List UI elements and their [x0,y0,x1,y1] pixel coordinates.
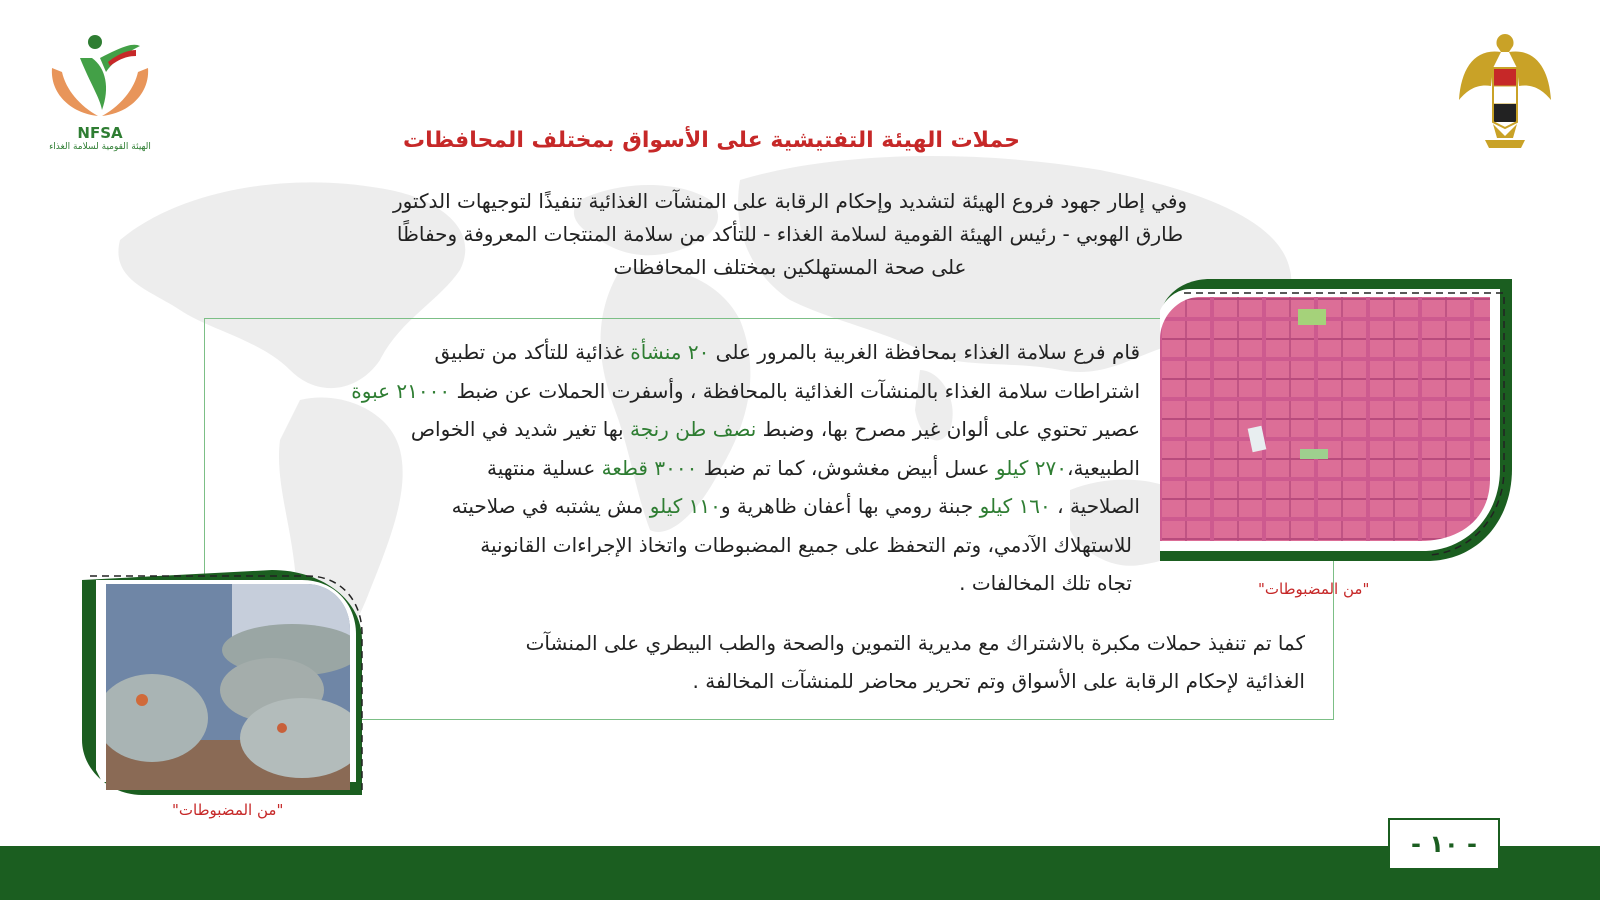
page-number: - ١٠ - [1388,818,1500,870]
photo-caption: "من المضبوطات" [1258,580,1370,598]
highlight-value: ٢٠ منشأة [630,340,710,364]
main-paragraph [240,333,1140,603]
text-span: عسلية منتهية [487,455,596,480]
text-line [240,333,1140,372]
seized-cheese-photo [82,570,365,795]
text-line [240,372,1140,411]
text-line: الغذائية لإحكام الرقابة على الأسواق وتم تحرير محاضر للمنشآت المخالفة . [692,669,1305,693]
text-span: مش يشتبه في صلاحيته [451,494,644,518]
text-line: كما تم تنفيذ حملات مكبرة بالاشتراك مع مديرية التموين والصحة والطب البيطري على المنشآت [525,631,1305,655]
text-span: عسل أبيض مغشوش، كما تم ضبط [703,455,990,480]
footer-bar [0,846,1600,900]
text-span: غذائية للتأكد من تطبيق [434,340,624,364]
photo-caption: "من المضبوطات" [172,801,284,819]
org-name: الهيئة القومية لسلامة الغذاء [49,142,151,152]
egypt-eagle-icon [1455,28,1555,153]
text-span: الصلاحية ، [1057,494,1140,518]
text-line: تجاه تلك المخالفات . [959,571,1132,595]
nfsa-logo [40,28,160,158]
intro-line: وفي إطار جهود فروع الهيئة لتشديد وإحكام الرقابة على المنشآت الغذائية تنفيذًا لتوجيهات الدكتور [392,189,1188,213]
highlight-value: نصف طن رنجة [629,417,757,441]
seized-juice-boxes-photo [1160,279,1512,567]
intro-line: طارق الهوبي - رئيس الهيئة القومية لسلامة الغذاء - للتأكد من سلامة المنتجات المعروفة وحفاظًا [396,222,1184,246]
highlight-value: ٢١٠٠٠ عبوة [351,378,451,403]
text-line [240,487,1140,526]
text-span: عصير تحتوي على ألوان غير مصرح بها، وضبط [762,417,1140,441]
intro-line: على صحة المستهلكين بمختلف المحافظات [613,255,967,279]
text-span: جبنة رومي بها أعفان ظاهرية و [720,494,974,518]
text-span: اشتراطات سلامة الغذاء بالمنشآت الغذائية بالمحافظة ، وأسفرت الحملات عن ضبط [456,378,1140,403]
highlight-value: ٣٠٠٠ قطعة [601,455,698,480]
highlight-value: ٢٧٠ كيلو [995,455,1067,480]
text-line [240,449,1140,488]
hands-leaf-icon [40,28,160,124]
highlight-value: ١٦٠ كيلو [979,494,1051,518]
text-span: قام فرع سلامة الغذاء بمحافظة الغربية بالمرور على [715,340,1140,364]
text-span: بها تغير شديد في الخواص [410,417,624,441]
text-line: للاستهلاك الآدمي، وتم التحفظ على جميع المضبوطات واتخاذ الإجراءات القانونية [480,532,1132,557]
page-title: حملات الهيئة التفتيشية على الأسواق بمختلف المحافظات [402,128,1020,153]
intro-paragraph [300,185,1280,284]
org-abbr: NFSA [77,124,123,142]
secondary-paragraph [370,624,1305,700]
highlight-value: ١١٠ كيلو [649,494,721,518]
text-line [240,410,1140,449]
text-span: الطبيعية، [1067,455,1140,480]
